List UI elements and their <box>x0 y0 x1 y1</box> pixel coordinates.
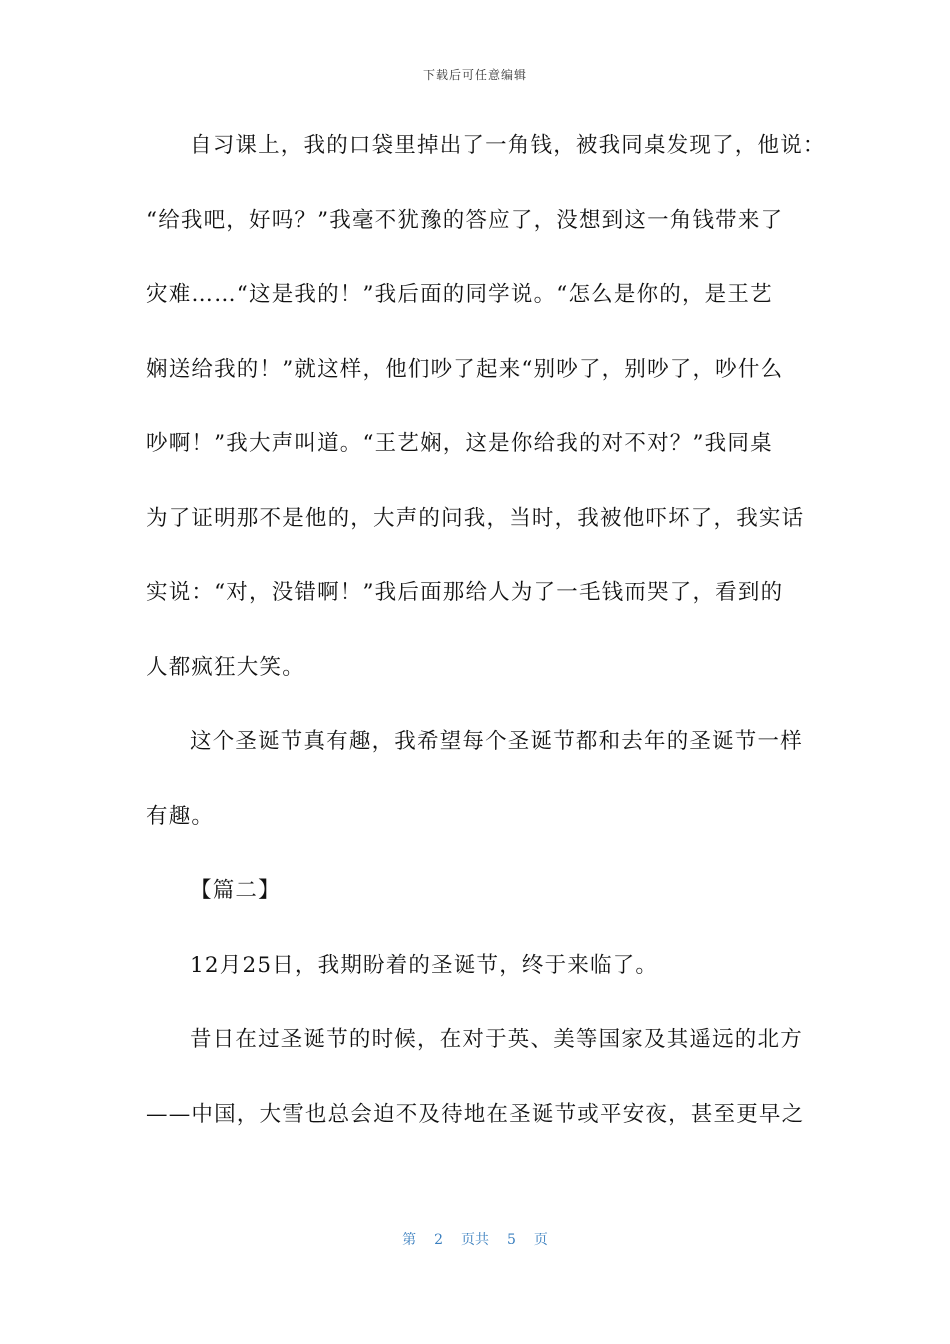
footer-prefix: 第 <box>402 1232 417 1248</box>
text-line: 自习课上，我的口袋里掉出了一角钱，被我同桌发现了，他说： <box>190 133 826 158</box>
footer-page-number: 2 <box>434 1232 443 1248</box>
text-line: 有趣。 <box>146 803 215 829</box>
text-line: “给我吧，好吗？”我毫不犹豫的答应了，没想到这一角钱带来了 <box>146 207 784 233</box>
footer-suffix: 页 <box>533 1232 548 1248</box>
text-line: 人都疯狂大笑。 <box>146 654 305 680</box>
text-line: ——中国，大雪也总会迫不及待地在圣诞节或平安夜，甚至更早之 <box>146 1101 805 1127</box>
text-line: 实说：“对，没错啊！”我后面那给人为了一毛钱而哭了，看到的 <box>146 580 784 605</box>
document-body <box>146 128 826 1171</box>
text-line: 昔日在过圣诞节的时候，在对于英、美等国家及其遥远的北方 <box>190 1027 803 1052</box>
text-line: 吵啊！”我大声叫道。“王艺娴，这是你给我的对不对？”我同桌 <box>146 431 773 456</box>
text-line: 这个圣诞节真有趣，我希望每个圣诞节都和去年的圣诞节一样 <box>190 729 803 754</box>
text-line: 灾难……“这是我的！”我后面的同学说。“怎么是你的，是王艺 <box>146 282 773 307</box>
footer-middle: 页共 <box>461 1232 489 1248</box>
text-line: 为了证明那不是他的，大声的问我，当时，我被他吓坏了，我实话 <box>146 505 805 531</box>
text-line: 娴送给我的！”就这样，他们吵了起来“别吵了，别吵了，吵什么 <box>146 356 784 382</box>
section-heading: 【篇二】 <box>190 878 281 903</box>
page-header: 下载后可任意编辑 <box>422 68 527 82</box>
page-footer <box>0 1229 950 1249</box>
text-line: 12月25日，我期盼着的圣诞节，终于来临了。 <box>190 952 659 978</box>
footer-total-pages: 5 <box>507 1232 516 1248</box>
